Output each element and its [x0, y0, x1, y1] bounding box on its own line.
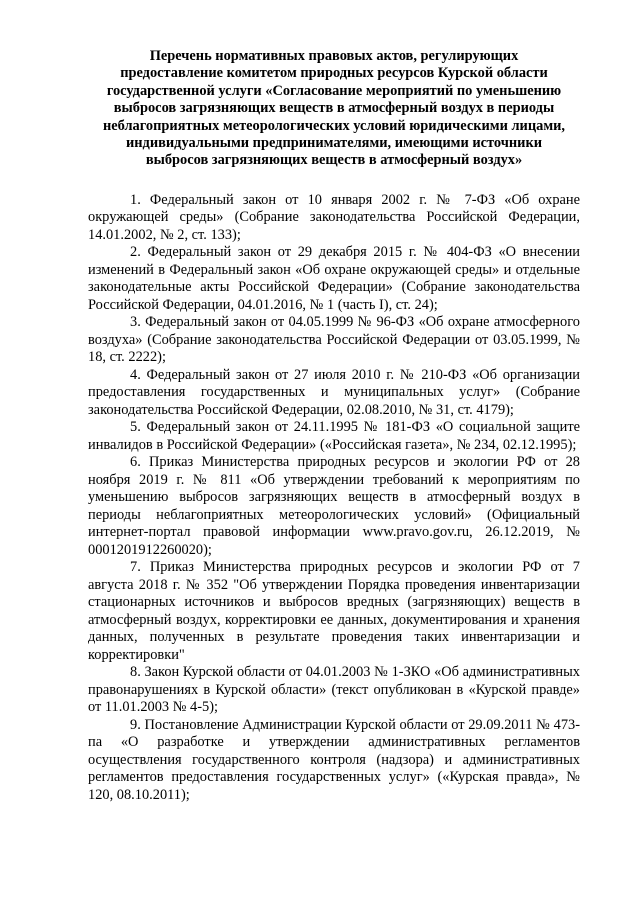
list-item: 7. Приказ Министерства природных ресурсов и экологии РФ от 7 августа 2018 г. № 352 "Об утверждении Порядка проведения инвентаризации стационарных источников и выбросов вредных (загрязняющих) веществ в атмосферный воздух, корректировки ее данных, документирования и хранения данных, полученных в результате проведения таких инвентаризации и корректировки": [88, 559, 580, 663]
list-item: 4. Федеральный закон от 27 июля 2010 г. № 210-ФЗ «Об организации предоставления государственных и муниципальных услуг» (Собрание законодательства Российской Федерации, 02.08.2010, № 31, ст. 4179);: [88, 366, 580, 418]
legal-acts-list: [88, 192, 580, 805]
list-item: 3. Федеральный закон от 04.05.1999 № 96-ФЗ «Об охране атмосферного воздуха» (Собрание законодательства Российской Федерации от 03.05.1999, № 18, ст. 2222);: [88, 314, 580, 366]
title-line: выбросов загрязняющих веществ в атмосферный воздух»: [145, 152, 523, 169]
title-line: неблагоприятных метеорологических условий юридическими лицами,: [102, 117, 566, 134]
title-line: предоставление комитетом природных ресурсов Курской области: [120, 65, 548, 82]
list-item: 5. Федеральный закон от 24.11.1995 № 181-ФЗ «О социальной защите инвалидов в Российской Федерации» («Российская газета», № 234, 02.12.1995);: [88, 419, 580, 453]
list-item: 1. Федеральный закон от 10 января 2002 г. № 7-ФЗ «Об охране окружающей среды» (Собрание законодательства Российской Федерации, 14.01.2002, № 2, ст. 133);: [88, 191, 580, 243]
title-line: выбросов загрязняющих веществ в атмосферный воздух в периоды: [113, 100, 555, 117]
title-line: Перечень нормативных правовых актов, регулирующих: [149, 48, 519, 64]
list-item: 9. Постановление Администрации Курской области от 29.09.2011 № 473-па «О разработке и утверждении административных регламентов осуществления государственного контроля (надзора) и административных регламентов предоставления государственных услуг» («Курская правда», № 120, 08.10.2011);: [88, 716, 580, 803]
list-item: 6. Приказ Министерства природных ресурсов и экологии РФ от 28 ноября 2019 г. № 811 «Об утверждении требований к мероприятиям по уменьшению выбросов загрязняющих веществ в атмосферный воздух в периоды неблагоприятных метеорологических условий» (Официальный интернет-портал правовой информации www.pravo.gov.ru, 26.12.2019, № 0001201912260020);: [88, 454, 580, 558]
list-item: 8. Закон Курской области от 04.01.2003 № 1-ЗКО «Об административных правонарушениях в Курской области» (текст опубликован в «Курской правде» от 11.01.2003 № 4-5);: [88, 664, 580, 716]
title-line: индивидуальными предпринимателями, имеющими источники: [125, 135, 543, 152]
document-title: [88, 48, 580, 170]
list-item: 2. Федеральный закон от 29 декабря 2015 г. № 404-ФЗ «О внесении изменений в Федеральный закон «Об охране окружающей среды» и отдельные законодательные акты Российской Федерации» (Собрание законодательства Российской Федерации, 04.01.2016, № 1 (часть I), ст. 24);: [88, 244, 580, 313]
title-line: государственной услуги «Согласование мероприятий по уменьшению: [106, 82, 562, 99]
